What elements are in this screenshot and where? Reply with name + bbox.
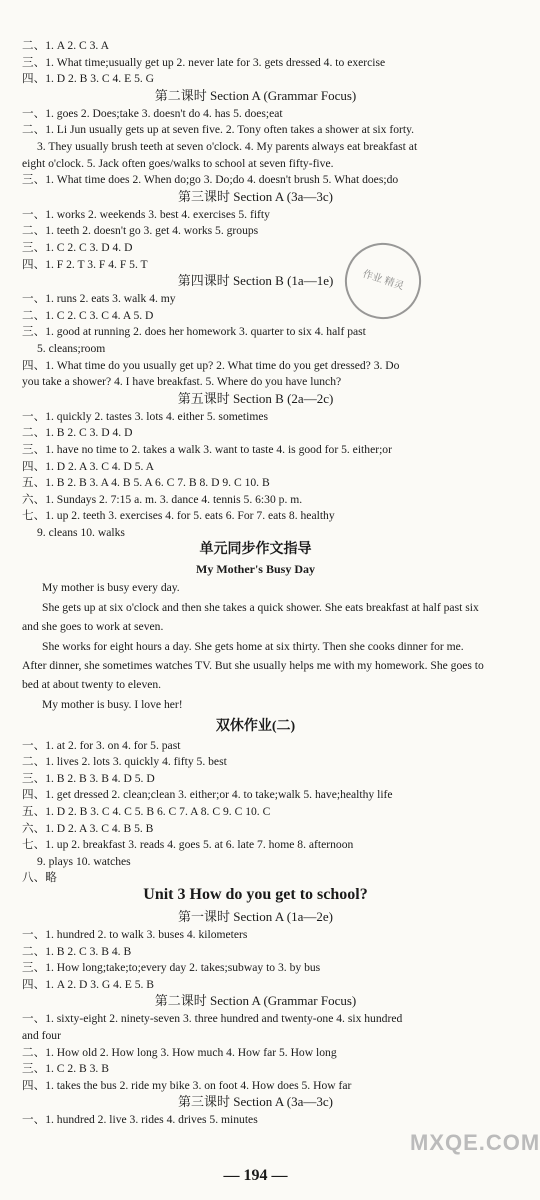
answer-line: 三、1. have no time to 2. takes a walk 3. want to taste 4. is good for 5. either;or — [22, 443, 392, 456]
answer-line: 三、1. C 2. B 3. B — [22, 1062, 109, 1076]
watermark-logo: MXQE.COM — [410, 1130, 540, 1155]
lesson-heading: 第二课时 Section A (Grammar Focus) — [154, 87, 357, 103]
answer-line: 五、1. B 2. B 3. A 4. B 5. A 6. C 7. B 8. D 9. C 10. B — [22, 476, 270, 490]
lesson-heading: 第四课时 Section B (1a—1e) — [177, 273, 334, 289]
answer-line: 二、1. Li Jun usually gets up at seven five. 2. Tony often takes a shower at six forty. — [22, 123, 415, 137]
essay-paragraph: She gets up at six o'clock and then she takes a quick shower. She eats breakfast at half past six and she goes to work at seven. — [22, 600, 479, 633]
answer-line: 四、1. takes the bus 2. ride my bike 3. on foot 4. How does 5. How far — [22, 1078, 352, 1092]
answer-line: 一、1. at 2. for 3. on 4. for 5. past — [22, 738, 181, 752]
lesson-heading: 第三课时 Section A (3a—3c) — [178, 1094, 333, 1110]
answer-line: 一、1. goes 2. Does;take 3. doesn't do 4. has 5. does;eat — [22, 106, 283, 120]
answer-line: 二、1. B 2. C 3. B 4. B — [22, 944, 132, 958]
answer-line: 七、1. up 2. breakfast 3. reads 4. goes 5. at 6. late 7. home 8. afternoon — [22, 838, 354, 852]
answer-line: 二、1. B 2. C 3. D 4. D — [22, 426, 133, 440]
unit-title: Unit 3 How do you get to school? — [143, 886, 368, 903]
answer-line: 3. They usually brush teeth at seven o'clock. 4. My parents always eat breakfast at — [37, 140, 418, 153]
answer-line: 二、1. How old 2. How long 3. How much 4. How far 5. How long — [22, 1045, 337, 1059]
answer-line: 三、1. What time does 2. When do;go 3. Do;do 4. doesn't brush 5. What does;do — [22, 173, 399, 187]
answer-line: 一、1. hundred 2. to walk 3. buses 4. kilometers — [22, 928, 248, 941]
answer-line: eight o'clock. 5. Jack often goes/walks to school at seven fifty-five. — [22, 156, 334, 170]
answer-line: 二、1. A 2. C 3. A — [22, 39, 109, 52]
answer-line: 四、1. D 2. A 3. C 4. D 5. A — [22, 459, 155, 473]
answer-line: 一、1. sixty-eight 2. ninety-seven 3. three hundred and twenty-one 4. six hundred — [22, 1012, 403, 1026]
answer-line: 9. plays 10. watches — [37, 854, 131, 868]
answer-line: 9. cleans 10. walks — [37, 526, 125, 539]
answer-line: 五、1. D 2. B 3. C 4. C 5. B 6. C 7. A 8. C 9. C 10. C — [22, 805, 271, 818]
answer-line: 三、1. good at running 2. does her homework 3. quarter to six 4. half past — [22, 325, 366, 339]
stamp-seal: 作业 精灵 — [335, 233, 431, 329]
answer-line: 六、1. D 2. A 3. C 4. B 5. B — [22, 821, 154, 835]
essay-title: My Mother's Busy Day — [196, 561, 315, 576]
answer-line: 一、1. hundred 2. live 3. rides 4. drives 5. minutes — [22, 1113, 258, 1127]
answer-line: 八、略 — [22, 871, 57, 885]
essay-paragraph: My mother is busy every day. — [42, 580, 180, 594]
essay-paragraph: My mother is busy. I love her! — [42, 697, 183, 711]
answer-line: 一、1. quickly 2. tastes 3. lots 4. either 5. sometimes — [22, 409, 269, 423]
answer-line: 三、1. C 2. C 3. D 4. D — [22, 241, 133, 254]
answer-line: 四、1. F 2. T 3. F 4. F 5. T — [22, 257, 148, 271]
page-number: — 194 — — [223, 1167, 288, 1184]
answer-line: 四、1. get dressed 2. clean;clean 3. either;or 4. to take;walk 5. have;healthy life — [22, 788, 393, 802]
answer-line: you take a shower? 4. I have breakfast. 5. Where do you have lunch? — [22, 375, 342, 389]
lesson-heading: 第二课时 Section A (Grammar Focus) — [154, 993, 357, 1009]
answer-line: and four — [22, 1029, 61, 1042]
answer-line: 三、1. What time;usually get up 2. never late for 3. gets dressed 4. to exercise — [22, 55, 386, 69]
lesson-heading: 第三课时 Section A (3a—3c) — [178, 188, 333, 204]
answer-line: 四、1. What time do you usually get up? 2. What time do you get dressed? 3. Do — [22, 358, 400, 372]
answer-line: 5. cleans;room — [37, 342, 106, 355]
answer-line: 一、1. works 2. weekends 3. best 4. exercises 5. fifty — [22, 207, 270, 221]
lesson-heading: 第五课时 Section B (2a—2c) — [177, 390, 334, 406]
answer-line: 七、1. up 2. teeth 3. exercises 4. for 5. eats 6. For 7. eats 8. healthy — [22, 509, 335, 523]
answer-line: 四、1. A 2. D 3. G 4. E 5. B — [22, 977, 155, 991]
answer-line: 四、1. D 2. B 3. C 4. E 5. G — [22, 72, 155, 86]
essay-paragraph: She works for eight hours a day. She gets home at six thirty. Then she cooks dinner for me. After dinner, she sometimes watches TV. But she usually helps me with my homework. She goes to bed at about twenty to eleven. — [22, 639, 484, 691]
answer-line: 一、1. runs 2. eats 3. walk 4. my — [22, 292, 176, 306]
section-heading: 单元同步作文指导 — [199, 541, 312, 557]
answer-line: 三、1. B 2. B 3. B 4. D 5. D — [22, 771, 155, 785]
answer-line: 二、1. lives 2. lots 3. quickly 4. fifty 5. best — [22, 755, 227, 769]
answer-line: 六、1. Sundays 2. 7:15 a. m. 3. dance 4. tennis 5. 6:30 p. m. — [22, 492, 303, 506]
section-heading: 双休作业(二) — [215, 718, 296, 734]
answer-line: 三、1. How long;take;to;every day 2. takes;subway to 3. by bus — [22, 961, 321, 975]
answer-line: 二、1. teeth 2. doesn't go 3. get 4. works 5. groups — [22, 224, 259, 238]
lesson-heading: 第一课时 Section A (1a—2e) — [178, 909, 333, 924]
answer-line: 二、1. C 2. C 3. C 4. A 5. D — [22, 308, 154, 322]
